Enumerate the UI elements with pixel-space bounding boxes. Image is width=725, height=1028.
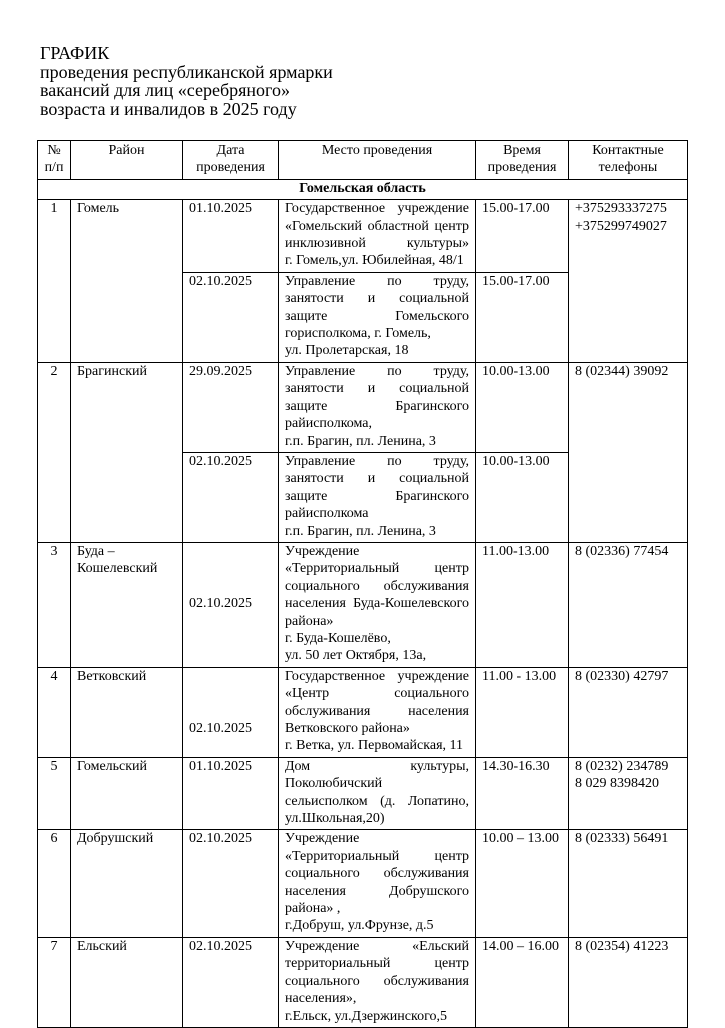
place-cell (279, 362, 476, 452)
table-row (38, 757, 688, 830)
phones-cell (569, 667, 688, 757)
place-line: Учреждение «Ельский (285, 938, 469, 954)
place-line: населения», (285, 991, 357, 1007)
place-line: г. Буда-Кошелёво, (285, 630, 391, 646)
date-cell (183, 362, 279, 452)
date-value: 01.10.2025 (189, 758, 252, 774)
date-cell (183, 667, 279, 757)
title-line-1: ГРАФИК (40, 43, 110, 63)
time-cell: 10.00-13.00 (476, 362, 569, 452)
phones-cell (569, 200, 688, 363)
time-cell: 11.00-13.00 (476, 542, 569, 667)
phone-number: 8 029 8398420 (575, 776, 659, 792)
date-value: 02.10.2025 (189, 720, 252, 736)
phone-number: 8 (02333) 56491 (575, 831, 669, 847)
place-line: Учреждение (285, 543, 360, 559)
place-line: ул. Пролетарская, 18 (285, 343, 409, 359)
district-cell: Буда – Кошелевский (71, 542, 183, 667)
place-line: Дом культуры, Поколюбичский (285, 758, 469, 792)
phone-number: 8 (0232) 234789 (575, 758, 669, 774)
place-line: защите Брагинского (285, 398, 469, 414)
time-cell: 14.00 – 16.00 (476, 937, 569, 1027)
place-line: «Гомельский областной центр (285, 218, 469, 234)
header-phones: Контактные телефоны (569, 141, 688, 180)
district-cell: Брагинский (71, 362, 183, 542)
place-line: Учреждение (285, 831, 360, 847)
place-line: г.п. Брагин, пл. Ленина, 3 (285, 433, 436, 449)
table-row (38, 830, 688, 937)
phone-number: 8 (02354) 41223 (575, 938, 669, 954)
date-value: 02.10.2025 (189, 938, 252, 954)
place-line: Государственное учреждение (285, 668, 469, 684)
header-time: Время проведения (476, 141, 569, 180)
place-line: Ветковского района» (285, 721, 410, 736)
row-number: 6 (38, 830, 71, 937)
place-line: ул.Школьная,20) (285, 811, 385, 827)
phones-cell (569, 830, 688, 937)
phones-cell (569, 542, 688, 667)
place-line: Государственное учреждение (285, 201, 469, 217)
phone-number: +375299749027 (575, 218, 667, 234)
district-cell: Гомель (71, 200, 183, 363)
date-cell (183, 757, 279, 830)
place-line: социального обслуживания (285, 866, 469, 882)
place-line: г.Добруш, ул.Фрунзе, д.5 (285, 918, 434, 934)
place-line: социального обслуживания (285, 578, 469, 594)
page-title (40, 44, 333, 118)
place-cell (279, 757, 476, 830)
place-line: «Территориальный центр (285, 561, 469, 577)
region-section-title: Гомельская область (38, 179, 688, 199)
phones-cell (569, 937, 688, 1027)
table-row (38, 200, 688, 273)
place-line: занятости и социальной (285, 471, 469, 487)
date-value: 02.10.2025 (189, 831, 252, 847)
table-row (38, 937, 688, 1027)
place-cell (279, 830, 476, 937)
place-line: сельисполком (д. Лопатино, (285, 793, 469, 809)
district-cell: Ельский (71, 937, 183, 1027)
place-line: защите Гомельского (285, 308, 469, 324)
row-number: 7 (38, 937, 71, 1027)
place-cell (279, 542, 476, 667)
place-line: населения Буда-Кошелевского (285, 596, 469, 612)
place-line: райисполкома, (285, 416, 373, 432)
place-line: Управление по труду, (285, 273, 469, 289)
date-value: 02.10.2025 (189, 453, 252, 469)
place-line: социального обслуживания (285, 973, 469, 989)
place-line: г.Ельск, ул.Дзержинского,5 (285, 1008, 447, 1024)
time-cell: 10.00 – 13.00 (476, 830, 569, 937)
place-line: г. Гомель,ул. Юбилейная, 48/1 (285, 253, 464, 269)
date-cell (183, 830, 279, 937)
place-line: района» , (285, 901, 341, 917)
place-line: населения Добрушского (285, 883, 469, 899)
date-cell (183, 272, 279, 362)
row-number: 3 (38, 542, 71, 667)
phone-number: +375293337275 (575, 201, 667, 217)
place-line: защите Брагинского (285, 488, 469, 504)
place-cell (279, 200, 476, 273)
district-cell: Гомельский (71, 757, 183, 830)
date-cell (183, 452, 279, 542)
row-number: 1 (38, 200, 71, 363)
time-cell: 15.00-17.00 (476, 200, 569, 273)
row-number: 2 (38, 362, 71, 542)
time-cell: 14.30-16.30 (476, 757, 569, 830)
region-section-row (38, 179, 688, 199)
place-line: «Центр социального (285, 686, 469, 702)
phone-number: 8 (02336) 77454 (575, 543, 669, 559)
place-line: г. Ветка, ул. Первомайская, 11 (285, 738, 463, 754)
header-district: Район (71, 141, 183, 180)
district-cell: Ветковский (71, 667, 183, 757)
title-line-3: вакансий для лиц «серебряного» (40, 80, 290, 100)
schedule-table (37, 140, 688, 1028)
place-line: Управление по труду, (285, 363, 469, 379)
place-line: района» (285, 613, 334, 629)
place-cell (279, 452, 476, 542)
header-number: № п/п (38, 141, 71, 180)
header-date: Дата проведения (183, 141, 279, 180)
place-line: горисполкома, г. Гомель, (285, 326, 431, 342)
place-cell (279, 667, 476, 757)
place-line: райисполкома (285, 506, 369, 522)
time-cell: 15.00-17.00 (476, 272, 569, 362)
place-line: «Территориальный центр (285, 848, 469, 864)
place-cell (279, 937, 476, 1027)
district-cell: Добрушский (71, 830, 183, 937)
phones-cell (569, 757, 688, 830)
phones-cell (569, 362, 688, 542)
time-cell: 11.00 - 13.00 (476, 667, 569, 757)
place-line: ул. 50 лет Октября, 13а, (285, 648, 427, 664)
title-line-2: проведения республиканской ярмарки (40, 61, 333, 82)
place-cell (279, 272, 476, 362)
phone-number: 8 (02330) 42797 (575, 668, 669, 684)
place-line: инклюзивной культуры» (285, 236, 469, 252)
date-value: 29.09.2025 (189, 363, 252, 379)
date-value: 02.10.2025 (189, 273, 252, 289)
date-value: 01.10.2025 (189, 201, 252, 217)
row-number: 5 (38, 757, 71, 830)
time-cell: 10.00-13.00 (476, 452, 569, 542)
table-row (38, 667, 688, 757)
row-number: 4 (38, 667, 71, 757)
table-header-row (38, 141, 688, 180)
date-value: 02.10.2025 (189, 596, 252, 612)
table-row (38, 542, 688, 667)
place-line: обслуживания населения (285, 703, 469, 719)
date-cell (183, 937, 279, 1027)
header-place: Место проведения (279, 141, 476, 180)
place-line: занятости и социальной (285, 291, 469, 307)
date-cell (183, 542, 279, 667)
place-line: г.п. Брагин, пл. Ленина, 3 (285, 523, 436, 539)
title-line-4: возраста и инвалидов в 2025 году (40, 98, 297, 119)
phone-number: 8 (02344) 39092 (575, 363, 669, 379)
place-line: территориальный центр (285, 956, 469, 972)
table-row (38, 362, 688, 452)
place-line: Управление по труду, (285, 453, 469, 469)
date-cell (183, 200, 279, 273)
place-line: занятости и социальной (285, 381, 469, 397)
